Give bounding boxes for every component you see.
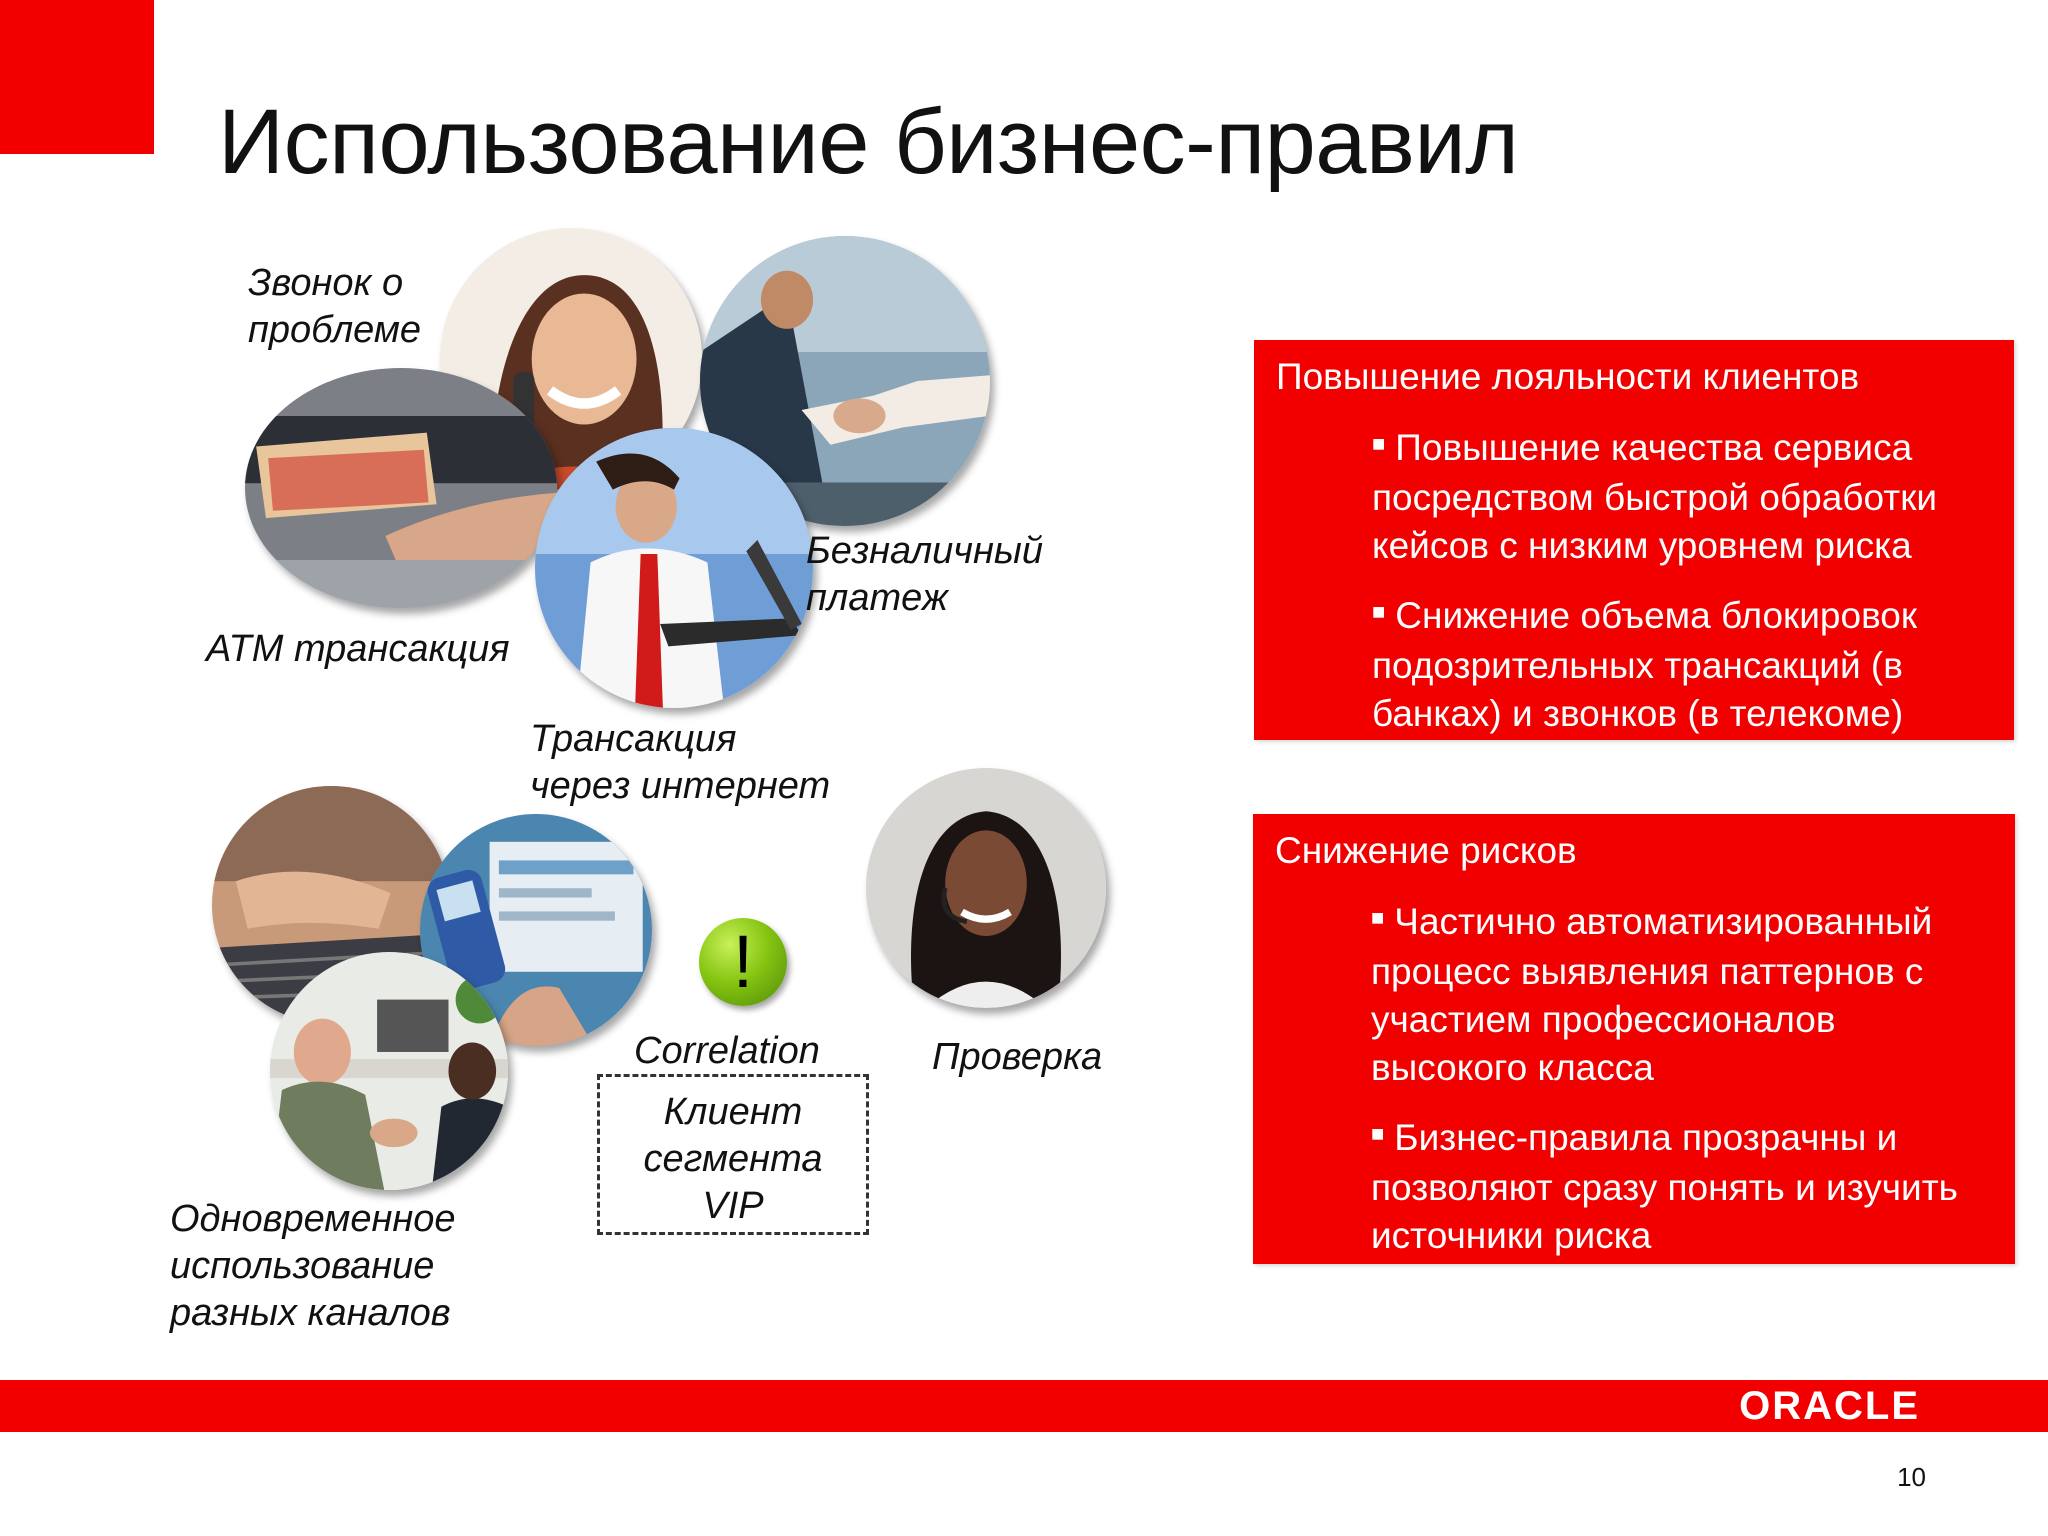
loyalty-box <box>1254 340 2014 740</box>
office-handshake-photo <box>270 952 508 1190</box>
list-item: ■ Повышение качества сервиса посредством быстрой обработки кейсов с низким уровнем риска <box>1372 427 1938 567</box>
slide-title: Использование бизнес-правил <box>218 91 1519 193</box>
caption-correlation: Correlation <box>634 1030 820 1072</box>
list-item: ■ Бизнес-правила прозрачны и позволяют сразу понять и изучить источники риска <box>1371 1117 1958 1257</box>
caption-multichannel-usage: Одновременное использование разных каналов <box>170 1198 456 1334</box>
caption-internet-transaction: Трансакция через интернет <box>530 718 831 807</box>
alert-symbol: ! <box>732 920 754 1003</box>
vip-segment-text: Клиент сегмента VIP <box>643 1091 823 1227</box>
list-item-text: Бизнес-правила прозрачны и позволяют сразу понять и изучить источники риска <box>1371 1117 1958 1257</box>
page-number: 10 <box>1897 1462 1926 1492</box>
caption-check: Проверка <box>932 1036 1103 1078</box>
risk-heading: Снижение рисков <box>1275 830 1577 871</box>
loyalty-heading: Повышение лояльности клиентов <box>1276 356 1860 397</box>
list-item-text: Повышение качества сервиса посредством быстрой обработки кейсов с низким уровнем риска <box>1372 427 1938 567</box>
alert-exclamation-icon <box>699 918 787 1006</box>
list-item: ■ Частично автоматизированный процесс выявления паттернов с участием профессионалов высокого класса <box>1371 901 1933 1089</box>
corner-accent <box>0 0 154 154</box>
vip-segment-box <box>597 1074 869 1235</box>
risk-list <box>1371 898 1997 1282</box>
list-item-text: Снижение объема блокировок подозрительных трансакций (в банках) и звонков (в телекоме) <box>1372 595 1918 735</box>
risk-box <box>1253 814 2015 1264</box>
loyalty-list <box>1372 424 1996 760</box>
list-item: ■ Снижение объема блокировок подозрительных трансакций (в банках) и звонков (в телекоме) <box>1372 595 1918 735</box>
caption-atm-transaction: ATM трансакция <box>206 628 510 670</box>
atm-cash-photo <box>245 368 557 608</box>
operator-headset-photo <box>866 768 1106 1008</box>
laptop-man-photo <box>535 428 813 708</box>
caption-problem-call: Звонок о проблеме <box>248 262 422 351</box>
caption-cashless-payment: Безналичный платеж <box>806 530 1043 619</box>
list-item-text: Частично автоматизированный процесс выявления паттернов с участием профессионалов высокого класса <box>1371 901 1933 1089</box>
oracle-logo: ORACLE <box>1739 1384 1920 1428</box>
